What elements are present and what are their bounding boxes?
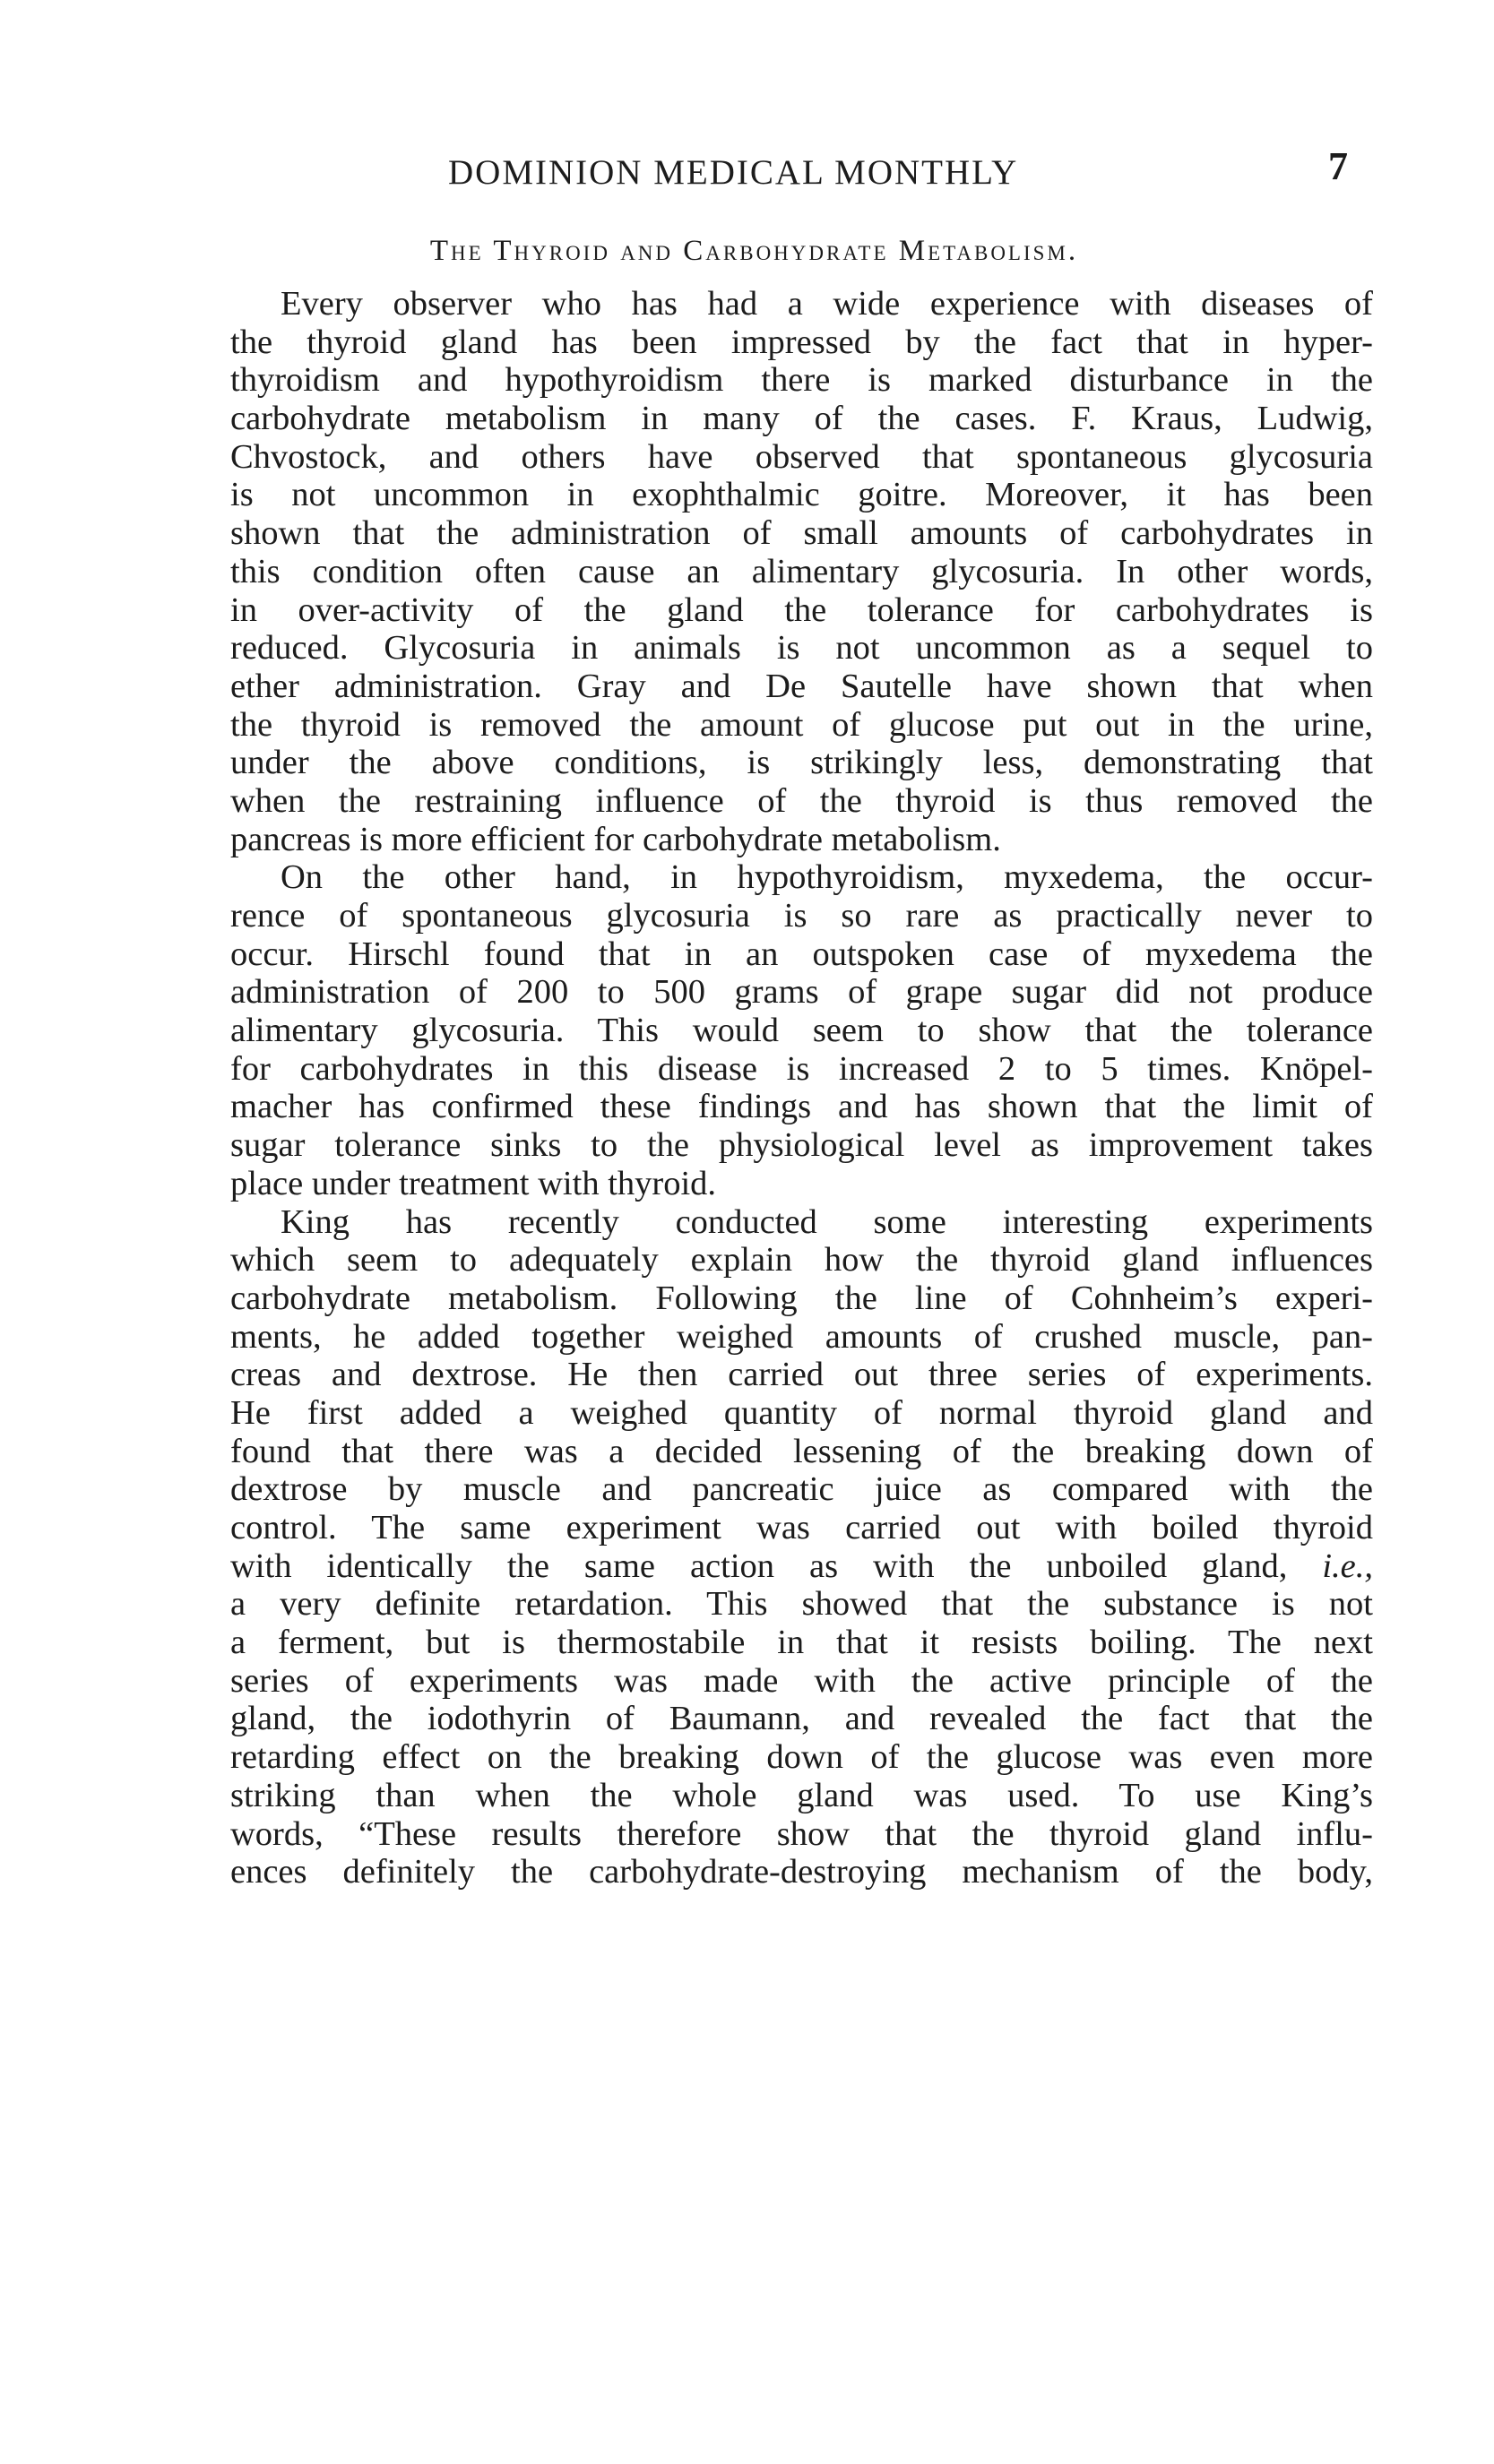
text-line: under the above conditions, is strikingly less, demonstrating that xyxy=(230,744,1373,782)
section-title xyxy=(0,235,1494,268)
text-line: administration of 200 to 500 grams of grape sugar did not produce xyxy=(230,973,1373,1012)
text-line: carbohydrate metabolism in many of the cases. F. Kraus, Ludwig, xyxy=(230,400,1373,438)
text-line: reduced. Glycosuria in animals is not uncommon as a sequel to xyxy=(230,629,1373,668)
text-line: macher has confirmed these findings and has shown that the limit of xyxy=(230,1088,1373,1126)
text-line: this condition often cause an alimentary glycosuria. In other words, xyxy=(230,552,1373,590)
text-line: words, “These results therefore show that the thyroid gland influ- xyxy=(230,1814,1373,1853)
text-line: ether administration. Gray and De Sautelle have shown that when xyxy=(230,667,1373,705)
text-line: place under treatment with thyroid. xyxy=(230,1164,717,1202)
text-line: gland, the iodothyrin of Baumann, and revealed the fact that the xyxy=(230,1700,1373,1738)
text-line: for carbohydrates in this disease is increased 2 to 5 times. Knöpel- xyxy=(230,1049,1373,1088)
text-line: ences definitely the carbohydrate-destroying mechanism of the body, xyxy=(230,1853,1373,1891)
paragraph-2 xyxy=(230,858,1373,1202)
text-line: is not uncommon in exophthalmic goitre. Moreover, it has been xyxy=(230,476,1373,514)
text-line: control. The same experiment was carried out with boiled thyroid xyxy=(230,1509,1373,1546)
text-line: Every observer who has had a wide experience with diseases of xyxy=(281,285,1373,323)
running-head: DOMINION MEDICAL MONTHLY xyxy=(448,153,1019,192)
text-line: On the other hand, in hypothyroidism, myxedema, the occur- xyxy=(281,858,1373,897)
text-line: occur. Hirschl found that in an outspoken case of myxedema the xyxy=(230,935,1373,973)
text-line: a very definite retardation. This showed that the substance is not xyxy=(230,1585,1373,1624)
text-line: striking than when the whole gland was used. To use King’s xyxy=(230,1776,1373,1814)
text-line: shown that the administration of small amounts of carbohydrates in xyxy=(230,514,1373,553)
text-line-with-italic xyxy=(230,1547,1373,1586)
page-number: 7 xyxy=(1328,144,1348,188)
text-line: a ferment, but is thermostabile in that it resists boiling. The next xyxy=(230,1624,1373,1662)
text-line: pancreas is more efficient for carbohydrate metabolism. xyxy=(230,820,1001,858)
text-line-start: with identically the same action as with the unboiled gland, xyxy=(230,1546,1323,1585)
text-line: which seem to adequately explain how the thyroid gland influences xyxy=(230,1241,1373,1279)
text-line: series of experiments was made with the active principle of the xyxy=(230,1661,1373,1700)
text-line: He first added a weighed quantity of normal thyroid gland and xyxy=(230,1393,1373,1432)
body-text xyxy=(230,285,1373,1891)
text-line: retarding effect on the breaking down of the glucose was even more xyxy=(230,1738,1373,1777)
text-line: ments, he added together weighed amounts of crushed muscle, pan- xyxy=(230,1317,1373,1356)
text-line: the thyroid gland has been impressed by the fact that in hyper- xyxy=(230,323,1373,361)
text-line: thyroidism and hypothyroidism there is marked disturbance in the xyxy=(230,361,1373,400)
text-line: carbohydrate metabolism. Following the line of Cohnheim’s experi- xyxy=(230,1279,1373,1317)
text-line: rence of spontaneous glycosuria is so rare as practically never to xyxy=(230,897,1373,935)
text-line: in over-activity of the gland the tolerance for carbohydrates is xyxy=(230,590,1373,629)
text-line: sugar tolerance sinks to the physiological level as improvement takes xyxy=(230,1126,1373,1165)
text-line: Chvostock, and others have observed that spontaneous glycosuria xyxy=(230,437,1373,476)
text-line: the thyroid is removed the amount of glucose put out in the urine, xyxy=(230,705,1373,744)
text-line: dextrose by muscle and pancreatic juice as compared with the xyxy=(230,1470,1373,1509)
text-line: found that there was a decided lessening of the breaking down of xyxy=(230,1432,1373,1470)
paragraph-3 xyxy=(230,1203,1373,1891)
paragraph-1 xyxy=(230,285,1373,858)
text-line: alimentary glycosuria. This would seem to show that the tolerance xyxy=(230,1012,1373,1050)
text-line: King has recently conducted some interesting experiments xyxy=(281,1202,1373,1241)
italic-abbreviation: i.e., xyxy=(1322,1546,1373,1585)
section-title-text: The Thyroid and Carbohydrate Metabolism. xyxy=(429,235,1079,267)
text-line: creas and dextrose. He then carried out three series of experiments. xyxy=(230,1356,1373,1394)
text-line: when the restraining influence of the thyroid is thus removed the xyxy=(230,781,1373,820)
